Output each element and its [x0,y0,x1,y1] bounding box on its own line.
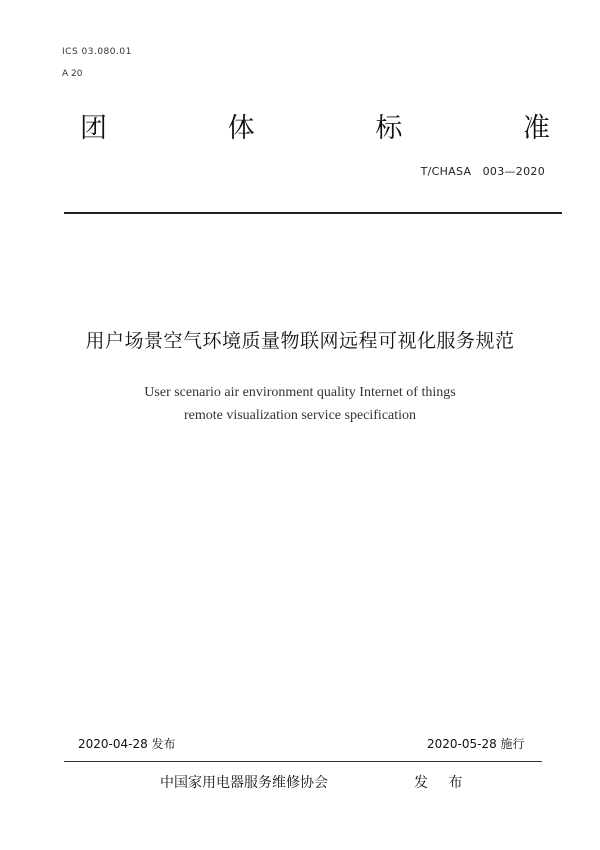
ccs-code: A 20 [62,69,83,79]
standard-type-char: 标 [375,113,403,144]
ics-code: ICS 03.080.01 [62,47,132,57]
publish-date: 2020-04-28 发布 [78,737,176,751]
standard-type-heading [80,106,550,145]
standard-number: T/CHASA 003—2020 [420,165,545,178]
standard-type-char: 体 [227,113,255,144]
title-english-line2: remote visualization service specification [183,408,417,423]
issue-label: 发 布 [414,775,471,791]
issuing-organization: 中国家用电器服务维修协会 [160,775,328,791]
implement-date: 2020-05-28 施行 [427,737,525,751]
standard-type-char: 团 [80,113,107,144]
title-chinese: 用户场景空气环境质量物联网远程可视化服务规范 [85,330,515,352]
footer-divider [64,761,542,762]
header-divider [64,212,562,214]
standard-type-char: 准 [522,113,550,144]
title-english-line1: User scenario air environment quality Internet of things [144,385,456,400]
title-english [0,381,600,427]
